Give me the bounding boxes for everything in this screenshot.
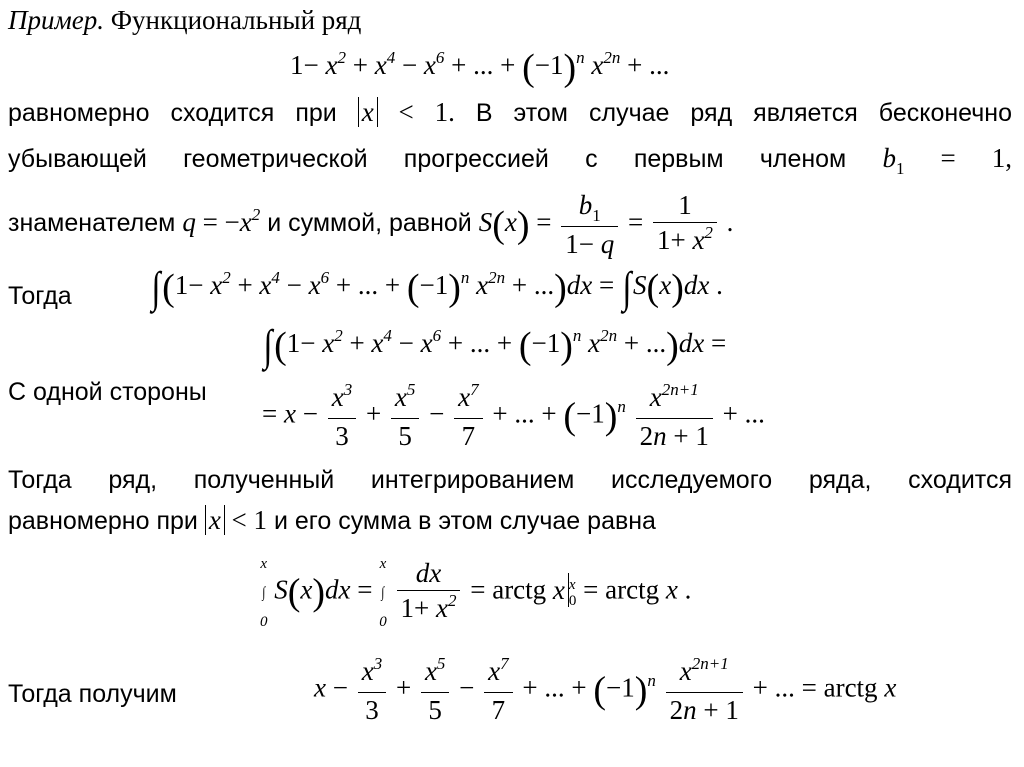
condition-abs-2: x < 1 bbox=[205, 505, 267, 535]
condition-abs: x < 1. bbox=[358, 97, 455, 127]
example-title: Функциональный ряд bbox=[103, 5, 362, 35]
para2-line1: Тогда ряд, полученный интегрированием исследуемого ряда, сходится bbox=[8, 466, 1012, 494]
ratio: $q = -x^2$ bbox=[182, 205, 261, 237]
final-formula: x − $\frac{x^3}{3}$ + $\frac{x^5}{5}$ − $\frac{x^7}{7}$ + ... + $(-1)^n$ $\frac{x^{2n+1}}{2n + 1}$ + ... = arctg x bbox=[314, 654, 897, 725]
para1-text-d: знаменателем bbox=[8, 209, 176, 237]
para2-text-a: равномерно при bbox=[8, 507, 198, 535]
para1-text-e: и суммой, равной bbox=[267, 209, 472, 237]
example-label: Пример. bbox=[8, 5, 104, 35]
para1-text-b: В этом случае ряд является бесконечно bbox=[454, 99, 1012, 127]
series-formula: $1- x^2 + x^4 - x^6$ + ... + $(-1)^n$ $x^{2n}$ + ... bbox=[290, 46, 670, 89]
para2-line2 bbox=[8, 504, 656, 537]
side-label: С одной стороны bbox=[8, 378, 207, 406]
para1-text-a: равномерно сходится при bbox=[8, 99, 337, 127]
then-label-1: Тогда bbox=[8, 282, 72, 310]
para1-line1 bbox=[8, 96, 1012, 129]
definite-integral: x ∫ 0 S(x)dx = x ∫ 0 $\frac{dx}{1+ x^2}$ = arctg x x 0 = arctg x . bbox=[260, 555, 692, 630]
para1-line3 bbox=[8, 185, 733, 263]
final-label: Тогда получим bbox=[8, 680, 177, 708]
side-formula-row1: $\int(1- x^2 + x^4 - x^6$ + ... + $(-1)^n$ $x^{2n} + ...)dx$ = bbox=[263, 321, 727, 370]
then-formula-1: $\int(1- x^2 + x^4 - x^6$ + ... + $(-1)^n$ $x^{2n} + ...)dx = \int S(x)dx$ . bbox=[151, 263, 723, 312]
para2-text-b: и его сумма в этом случае равна bbox=[267, 507, 656, 535]
sum-formula: S(x) = $\frac{b_1}{1- q}$ = $\frac{1}{1+ x^2}$ . bbox=[478, 190, 734, 260]
para1-text-c: убывающей геометрической прогрессией с первым членом bbox=[8, 145, 847, 173]
first-term: $b_1 = 1$, bbox=[882, 143, 1012, 178]
example-heading bbox=[8, 4, 361, 36]
para1-line2 bbox=[8, 142, 1012, 178]
side-formula-row2: = x − $\frac{x^3}{3}$ + $\frac{x^5}{5}$ − $\frac{x^7}{7}$ + ... + $(-1)^n$ $\frac{x^{2n+1}}{2n + 1}$ + ... bbox=[262, 380, 765, 451]
